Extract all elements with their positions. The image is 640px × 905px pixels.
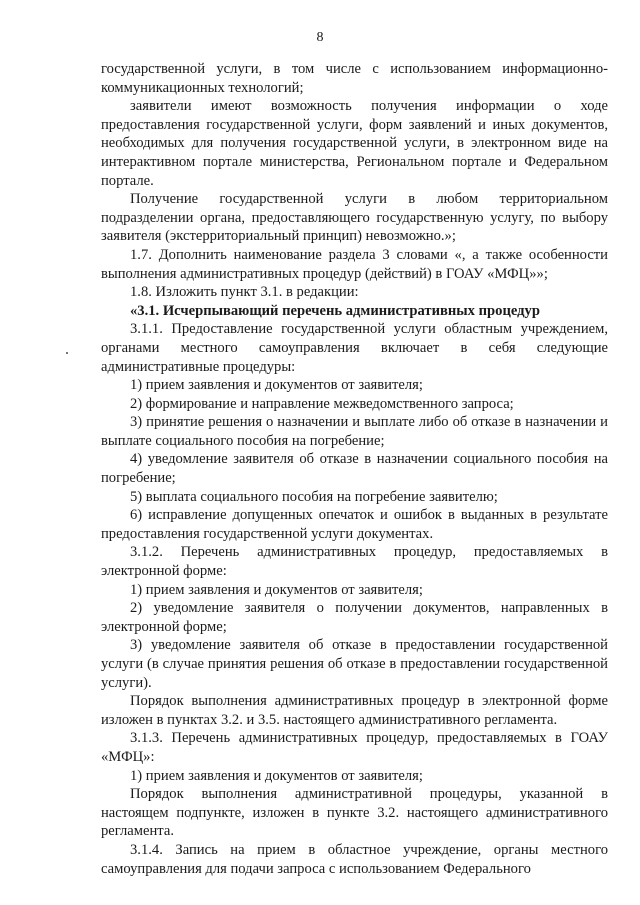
- paragraph: заявители имеют возможность получения информации о ходе предоставления государственной услуги, форм заявлений и иных документов, необходимых для получения государственной услуги, в электронном виде на интерактивном портале министерства, Региональном портале и Федеральном портале.: [101, 98, 608, 189]
- paragraph: 1) прием заявления и документов от заявителя;: [130, 377, 423, 394]
- paragraph: 3) принятие решения о назначении и выплате либо об отказе в назначении и выплате социального пособия на погребение;: [101, 414, 608, 449]
- page-number: 8: [316, 30, 324, 45]
- paragraph: 2) уведомление заявителя о получении документов, направленных в электронной форме;: [101, 600, 608, 635]
- document-body: [101, 60, 608, 878]
- paragraph: 2) формирование и направление межведомственного запроса;: [130, 395, 514, 412]
- paragraph: 3) уведомление заявителя об отказе в предоставлении государственной услуги (в случае принятия решения об отказе в предоставлении государственной услуги).: [101, 637, 608, 691]
- paragraph: государственной услуги, в том числе с использованием информационно-коммуникационных технологий;: [101, 61, 608, 96]
- paragraph: 1.7. Дополнить наименование раздела 3 словами «, а также особенности выполнения административных процедур (действий) в ГОАУ «МФЦ»»;: [101, 246, 608, 282]
- paragraph: 3.1.2. Перечень административных процедур, предоставляемых в электронной форме:: [101, 544, 608, 580]
- paragraph: 1) прием заявления и документов от заявителя;: [130, 581, 423, 598]
- paragraph: Получение государственной услуги в любом территориальном подразделении органа, предоставляющего государственную услугу, по выбору заявителя (экстерриториальный принцип) невозможно.»;: [101, 191, 608, 245]
- paragraph: Порядок выполнения административных процедур в электронной форме изложен в пунктах 3.2. и 3.5. настоящего административного регламента.: [101, 693, 608, 728]
- paragraph: 3.1.3. Перечень административных процедур, предоставляемых в ГОАУ «МФЦ»:: [101, 730, 608, 765]
- scan-mark: [66, 352, 68, 354]
- section-heading: «3.1. Исчерпывающий перечень административных процедур: [130, 302, 540, 319]
- paragraph: 5) выплата социального пособия на погребение заявителю;: [130, 488, 498, 505]
- paragraph: 3.1.4. Запись на прием в областное учреждение, органы местного самоуправления для подачи запроса с использованием Федерального: [101, 841, 608, 877]
- paragraph: 3.1.1. Предоставление государственной услуги областным учреждением, органами местного самоуправления включает в себя следующие административные процедуры:: [101, 321, 608, 375]
- paragraph: 1.8. Изложить пункт 3.1. в редакции:: [130, 284, 359, 301]
- paragraph: 4) уведомление заявителя об отказе в назначении социального пособия на погребение;: [101, 451, 608, 487]
- paragraph: 1) прием заявления и документов от заявителя;: [130, 767, 423, 784]
- paragraph: 6) исправление допущенных опечаток и ошибок в выданных в результате предоставления государственной услуги документах.: [101, 507, 608, 542]
- paragraph: Порядок выполнения административной процедуры, указанной в настоящем подпункте, изложен в пункте 3.2. настоящего административного регламента.: [101, 786, 608, 840]
